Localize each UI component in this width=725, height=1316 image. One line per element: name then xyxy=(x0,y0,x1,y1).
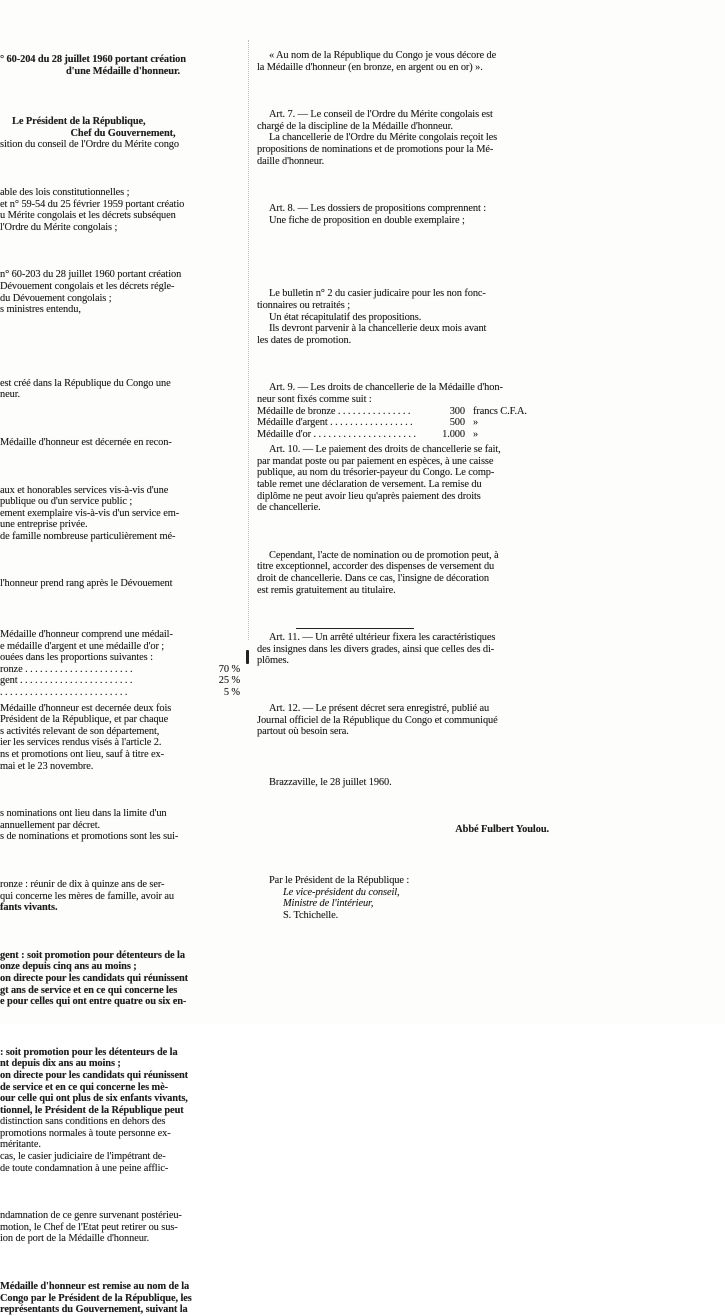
text-line xyxy=(257,754,549,761)
text-line: e pour celles qui ont entre quatre ou six en- xyxy=(0,996,187,1008)
text-line: neur. xyxy=(0,389,20,401)
text-line xyxy=(257,265,549,272)
text-line xyxy=(257,242,549,249)
text-line: propositions de nominations et de promotions pour la Mé- xyxy=(257,143,494,155)
text-line: on directe pour les candidats qui réunissent xyxy=(0,1069,189,1081)
text-line: diplôme ne peut avoir lieu qu'après paiement des droits xyxy=(257,490,481,502)
text-line xyxy=(0,332,246,339)
text-line xyxy=(0,465,246,469)
text-line: et n° 59-54 du 25 février 1959 portant créatio xyxy=(0,198,185,210)
text-line xyxy=(0,788,246,792)
text-line: Une fiche de proposition en double exemplaire ; xyxy=(269,214,465,226)
text-line: Dévouement congolais et les décrets régle- xyxy=(0,280,175,292)
text-line xyxy=(257,612,549,616)
text-line xyxy=(0,930,246,934)
text-line: on directe pour les candidats qui réunissent xyxy=(0,972,189,984)
text-line: Art. 10. — Le paiement des droits de chancellerie se fait, xyxy=(269,444,501,456)
text-line xyxy=(0,558,246,562)
text-line: Ministre de l'intérieur, xyxy=(283,898,374,910)
text-line: Ils devront parvenir à la chancellerie deux mois avant xyxy=(269,323,487,335)
percentage-label: ronze . . . . . . . . . . . . . . . . . . . . . . xyxy=(0,663,133,675)
text-line xyxy=(257,852,549,859)
text-line: Médaille d'honneur est décernée en recon- xyxy=(0,436,172,448)
left-column xyxy=(0,54,246,1316)
text-line: titre exceptionnel, accorder des dispenses de versement du xyxy=(257,561,495,573)
text-line: ° 60-204 du 28 juillet 1960 portant création xyxy=(0,54,186,65)
text-line: de famille nombreuse particulièrement mé- xyxy=(0,530,176,542)
text-line: tionnel, le Président de la République peut xyxy=(0,1104,184,1116)
text-line: Cependant, l'acte de nomination ou de promotion peut, à xyxy=(269,549,499,561)
text-line: les dates de promotion. xyxy=(257,334,352,346)
text-line: ion de port de la Médaille d'honneur. xyxy=(0,1233,150,1245)
text-line xyxy=(0,417,246,421)
text-line xyxy=(0,859,246,863)
text-line: Art. 9. — Les droits de chancellerie de la Médaille d'hon- xyxy=(269,382,503,394)
text-line: e médaille d'argent et une médaille d'or ; xyxy=(0,640,165,652)
text-line xyxy=(0,93,246,100)
percentage-label: gent . . . . . . . . . . . . . . . . . . . . . . . xyxy=(0,675,133,687)
column-gutter xyxy=(248,40,250,640)
text-line: Médaille d'honneur est remise au nom de la xyxy=(0,1281,190,1293)
fee-amount: 1.000 xyxy=(442,428,465,440)
text-line: s activités relevant de son département, xyxy=(0,725,160,737)
text-line: annuellement par décret. xyxy=(0,819,101,831)
text-line: qui concerne les mères de famille, avoir au xyxy=(0,890,174,902)
text-line: ouées dans les proportions suivantes : xyxy=(0,652,153,664)
text-line: Médaille d'honneur est decernée deux fois xyxy=(0,702,172,714)
percentage-label: . . . . . . . . . . . . . . . . . . . . . . . . . . xyxy=(0,687,128,699)
fee-unit: » xyxy=(473,417,479,429)
text-line: our celle qui ont plus de six enfants vivants, xyxy=(0,1093,188,1105)
text-line: promotions normales à toute personne ex- xyxy=(0,1127,171,1139)
text-line: Art. 12. — Le présent décret sera enregistré, publié au xyxy=(269,703,490,714)
text-line xyxy=(0,1190,246,1194)
text-line xyxy=(257,530,549,534)
text-line: mai et le 23 novembre. xyxy=(0,760,94,772)
text-line: s ministres entendu, xyxy=(0,304,81,316)
text-line: gt ans de service et en ce qui concerne les xyxy=(0,984,178,996)
text-line: Art. 8. — Les dossiers de propositions comprennent : xyxy=(269,203,487,215)
text-line: ement exemplaire vis-à-vis d'un service em- xyxy=(0,507,180,519)
text-line: méritante. xyxy=(0,1139,41,1151)
text-line: l'honneur prend rang après le Dévouement xyxy=(0,578,173,590)
text-line: représentants du Gouvernement, suivant la xyxy=(0,1304,188,1316)
text-line: par mandat poste ou par paiement en espèces, à une caisse xyxy=(257,455,494,467)
text-line: Par le Président de la République : xyxy=(269,874,410,886)
text-line: des insignes dans les divers grades, ainsi que celles des di- xyxy=(257,643,495,655)
text-line xyxy=(0,1261,246,1265)
text-line: fants vivants. xyxy=(0,902,58,914)
text-line: ronze : réunir de dix à quinze ans de ser- xyxy=(0,878,165,890)
text-line: publique ou d'un service public ; xyxy=(0,496,133,508)
fee-row xyxy=(257,417,549,429)
percentage-value: 25 % xyxy=(218,675,240,687)
text-line: daille d'honneur. xyxy=(257,155,325,167)
fee-row xyxy=(257,429,549,441)
text-line xyxy=(257,183,549,187)
percentage-row xyxy=(0,675,246,687)
text-line: table remet une déclaration de versement. La remise du xyxy=(257,479,482,491)
text-line: s de nominations et promotions sont les sui- xyxy=(0,831,179,843)
text-line: une entreprise privée. xyxy=(0,519,88,531)
signature-rule xyxy=(296,628,414,629)
text-line: Art. 7. — Le conseil de l'Ordre du Mérite congolais est xyxy=(269,109,493,121)
text-line: Chef du Gouvernement, xyxy=(70,127,176,139)
text-line: S. Tchichelle. xyxy=(283,909,339,921)
fee-amount: 500 xyxy=(449,417,465,429)
percentage-row xyxy=(0,664,246,676)
fee-unit: francs C.F.A. xyxy=(473,405,527,417)
text-line: able des lois constitutionnelles ; xyxy=(0,186,130,198)
text-line: distinction sans conditions en dehors des xyxy=(0,1116,166,1128)
text-line: du Dévouement congolais ; xyxy=(0,292,112,304)
text-line: est remis gratuitement au titulaire. xyxy=(257,584,396,596)
text-line: de service et en ce qui concerne les mè- xyxy=(0,1081,168,1093)
text-line: n° 60-203 du 28 juillet 1960 portant création xyxy=(0,269,182,281)
text-line: partout où besoin sera. xyxy=(257,726,349,738)
text-line xyxy=(0,249,246,253)
text-line: aux et honorables services vis-à-vis d'une xyxy=(0,484,169,496)
text-line: ier les services rendus visés à l'article 2. xyxy=(0,737,162,749)
text-line xyxy=(0,606,246,613)
text-line: chargé de la discipline de la Médaille d'honneur. xyxy=(257,120,453,132)
fee-unit: » xyxy=(473,428,479,440)
text-line: nt depuis dix ans au moins ; xyxy=(0,1058,121,1070)
percentage-row xyxy=(0,687,246,699)
text-line: plômes. xyxy=(257,655,289,667)
text-line: sition du conseil de l'Ordre du Mérite congo xyxy=(0,139,179,151)
percentage-value: 5 % xyxy=(223,687,240,699)
text-line: Médaille d'honneur comprend une médail- xyxy=(0,629,173,641)
text-line xyxy=(257,804,549,808)
text-line: Le vice-président du conseil, xyxy=(283,886,400,898)
text-line xyxy=(0,355,246,362)
text-line xyxy=(257,362,549,366)
text-line: La chancellerie de l'Ordre du Mérite congolais reçoit les xyxy=(269,132,498,144)
text-line: d'une Médaille d'honneur. xyxy=(65,65,181,77)
fee-row xyxy=(257,406,549,418)
text-line xyxy=(0,167,246,171)
fee-amount: 300 xyxy=(449,405,465,417)
right-column xyxy=(257,50,549,921)
text-line: u Mérite congolais et les décrets subséquen xyxy=(0,210,176,222)
text-line: onze depuis cinq ans au moins ; xyxy=(0,961,137,973)
text-line: Le bulletin n° 2 du casier judicaire pour les non fonc- xyxy=(269,288,486,300)
text-line: s nominations ont lieu dans la limite d'un xyxy=(0,808,167,820)
text-line: ns et promotions ont lieu, sauf à titre ex- xyxy=(0,749,164,760)
text-line xyxy=(0,1024,246,1031)
text-line: Art. 11. — Un arrêté ultérieur fixera les caractéristiques xyxy=(269,632,496,644)
text-line: ndamnation de ce genre survenant postérieu- xyxy=(0,1210,182,1222)
text-line: « Au nom de la République du Congo je vous décore de xyxy=(269,50,497,61)
text-line: Journal officiel de la République du Congo et communiqué xyxy=(257,714,498,726)
text-line: Congo par le Président de la République, les xyxy=(0,1292,192,1304)
percentage-value: 70 % xyxy=(218,663,240,675)
text-line: de chancellerie. xyxy=(257,502,321,514)
text-line: Un état récapitulatif des propositions. xyxy=(269,311,422,323)
text-line: neur sont fixés comme suit : xyxy=(257,393,372,405)
text-line: droit de chancellerie. Dans ce cas, l'insigne de décoration xyxy=(257,573,489,585)
text-line: est créé dans la République du Congo une xyxy=(0,377,171,389)
text-line xyxy=(257,89,549,93)
text-line: motion, le Chef de l'Etat peut retirer ou sus- xyxy=(0,1221,178,1233)
text-line: cas, le casier judiciaire de l'impétrant de- xyxy=(0,1151,166,1163)
text-line: Le Président de la République, xyxy=(12,116,146,128)
text-line: Président de la République, et par chaque xyxy=(0,714,169,726)
fee-label: Médaille d'or . . . . . . . . . . . . . . . . . . . . . xyxy=(257,428,416,440)
text-line: de toute condamnation à une peine afflic- xyxy=(0,1162,169,1174)
text-line: : soit promotion pour les détenteurs de la xyxy=(0,1046,178,1058)
text-line: Brazzaville, le 28 juillet 1960. xyxy=(269,776,392,788)
text-line: la Médaille d'honneur (en bronze, en argent ou en or) ». xyxy=(257,61,483,73)
text-line: l'Ordre du Mérite congolais ; xyxy=(0,221,118,233)
fee-label: Médaille d'argent . . . . . . . . . . . . . . . . . xyxy=(257,417,413,429)
text-line: tionnaires ou retraités ; xyxy=(257,299,351,311)
margin-mark xyxy=(246,650,249,664)
text-line: Abbé Fulbert Youlou. xyxy=(455,824,549,836)
fee-label: Médaille de bronze . . . . . . . . . . . . . . . xyxy=(257,405,411,417)
text-line: publique, au nom du trésorier-payeur du Congo. Le comp- xyxy=(257,467,495,479)
text-line: gent : soit promotion pour détenteurs de la xyxy=(0,949,185,961)
text-line xyxy=(257,683,549,687)
